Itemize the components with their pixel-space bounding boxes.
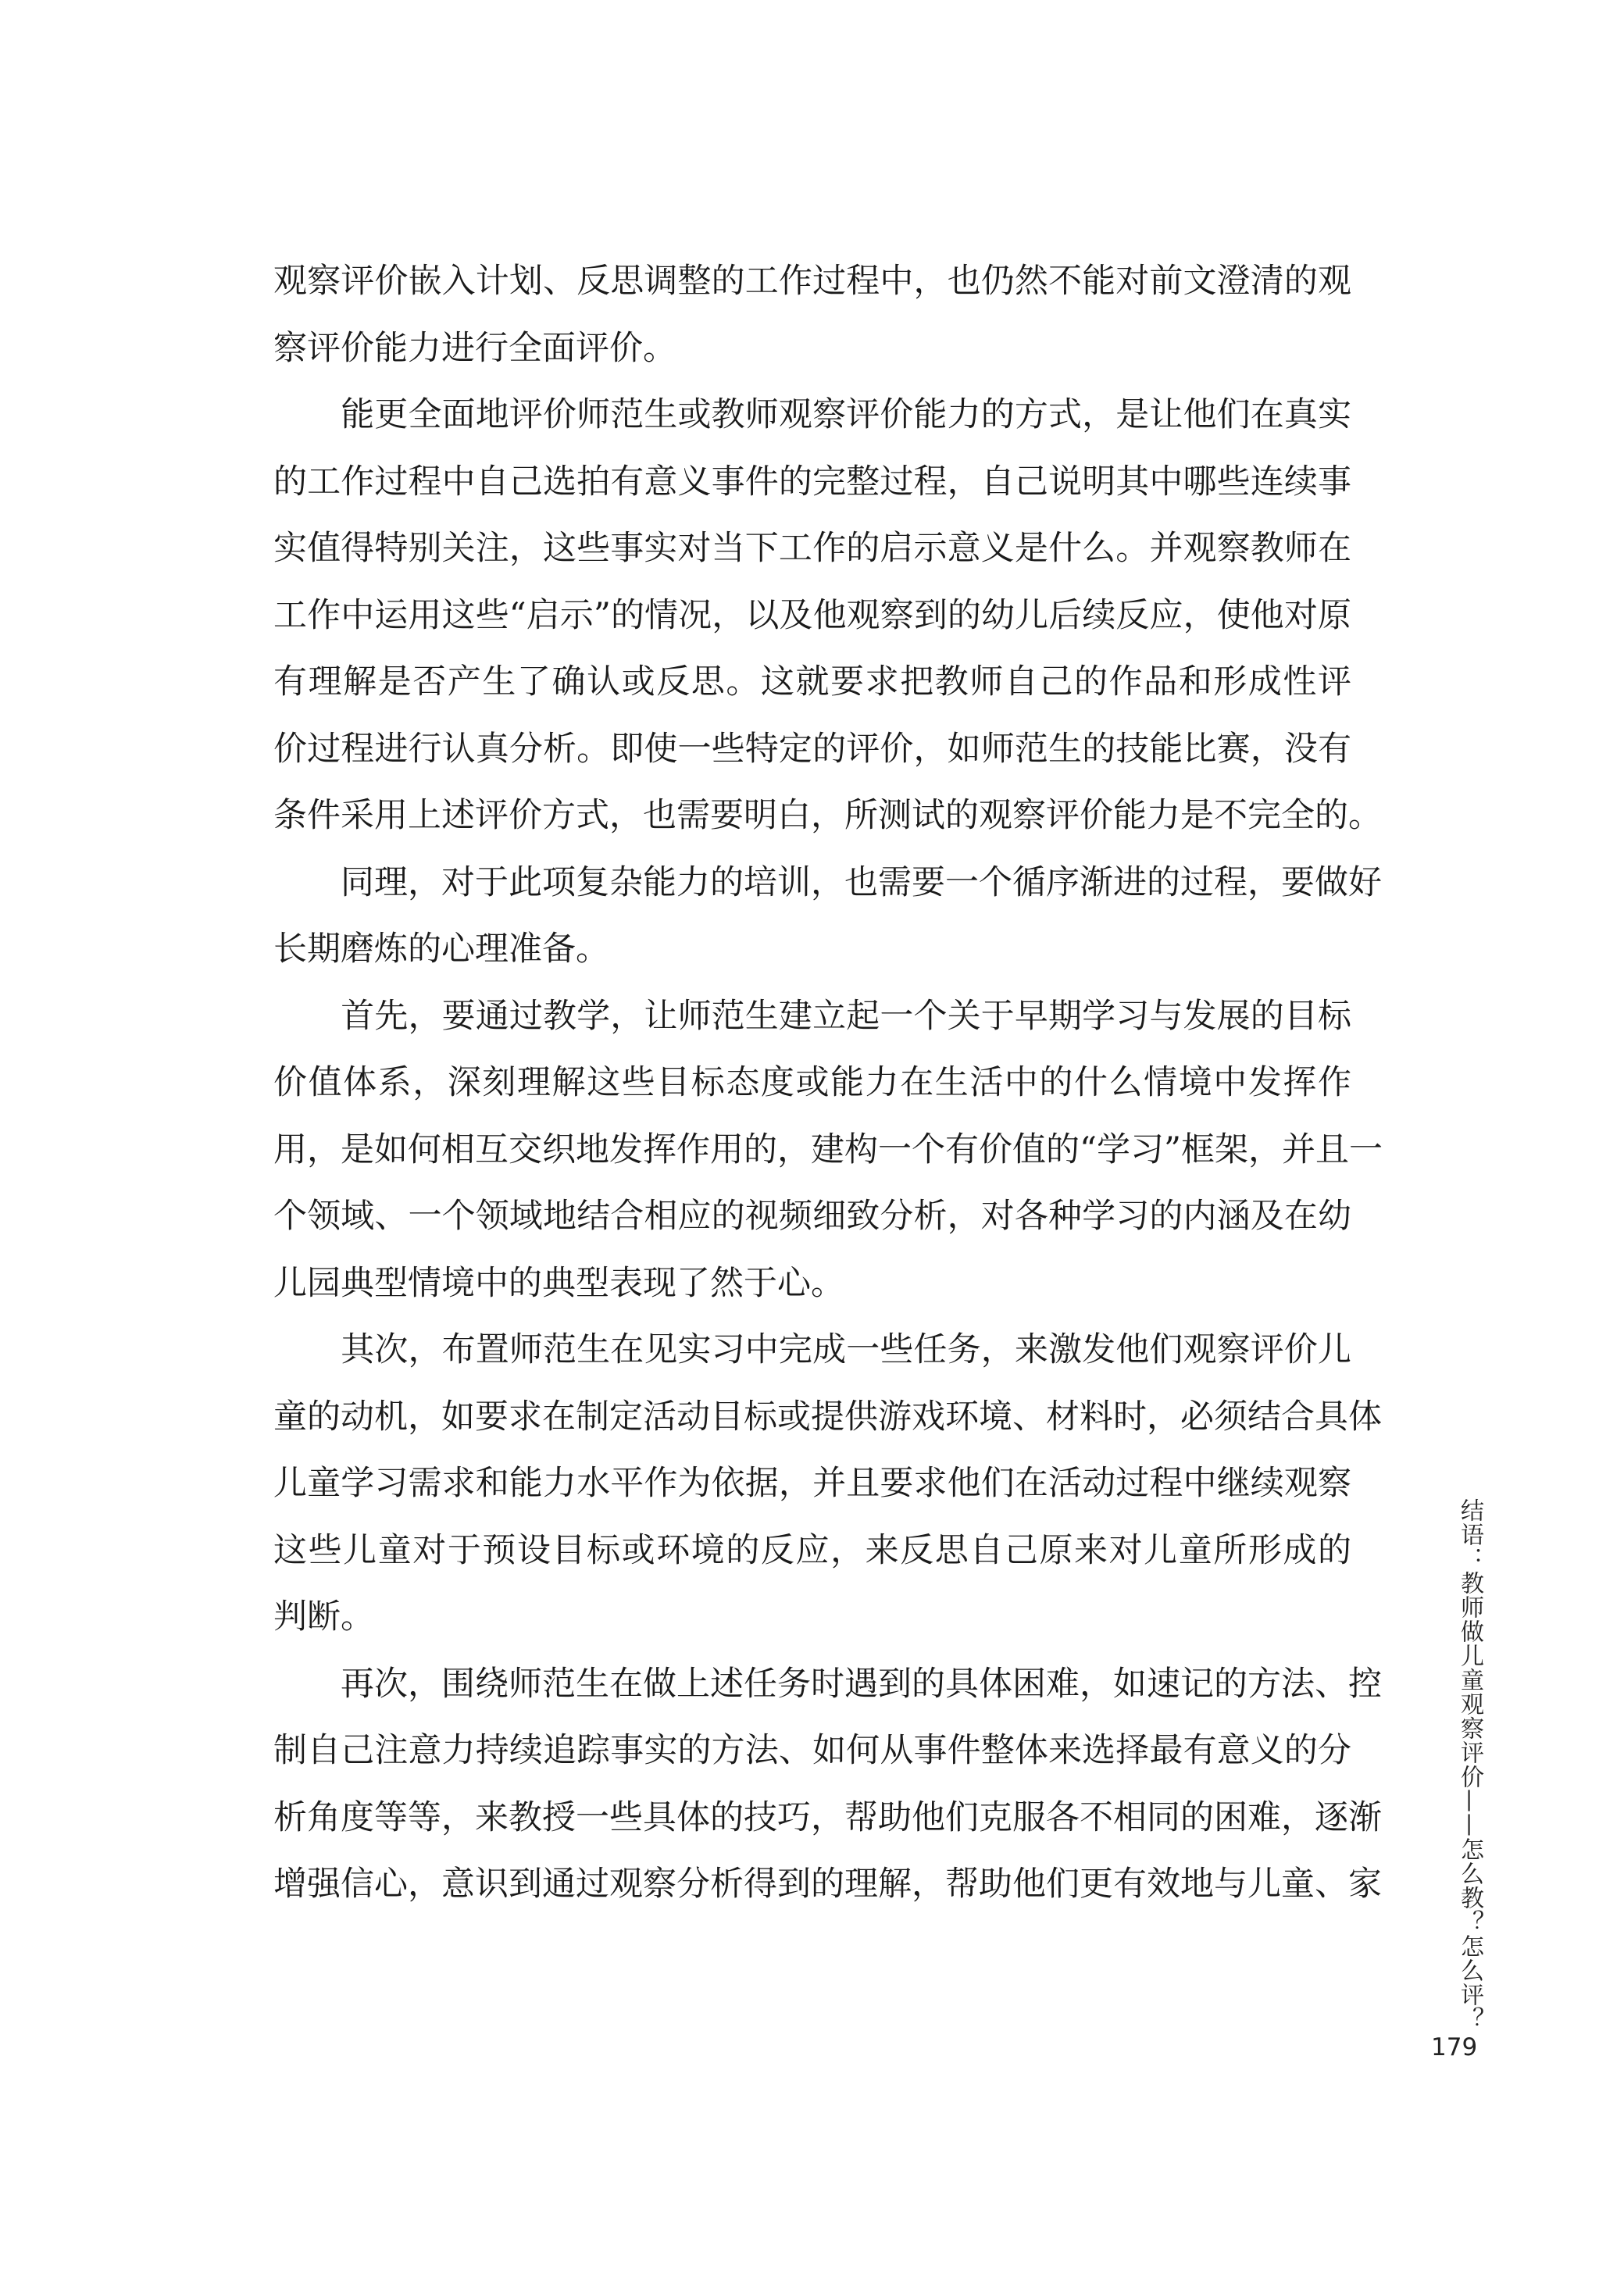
text-line: 判断。: [273, 1597, 374, 1636]
text-line: 察评价能力进行全面评价。: [273, 328, 676, 368]
text-line: 儿园典型情境中的典型表现了然于心。: [273, 1263, 844, 1303]
text-line: 条件采用上述评价方式，也需要明白，所测试的观察评价能力是不完全的。: [273, 796, 1382, 835]
text-line: 制自己注意力持续追踪事实的方法、如何从事件整体来选择最有意义的分: [273, 1731, 1351, 1770]
text-line: 同理，对于此项复杂能力的培训，也需要一个循序渐进的过程，要做好: [273, 862, 1382, 902]
text-line: 析角度等等，来教授一些具体的技巧，帮助他们克服各不相同的困难，逐渐: [273, 1797, 1382, 1837]
text-line: 能更全面地评价师范生或教师观察评价能力的方式，是让他们在真实: [273, 395, 1351, 434]
text-line: 其次，布置师范生在见实习中完成一些任务，来激发他们观察评价儿: [273, 1330, 1351, 1369]
text-line: 这些儿童对于预设目标或环境的反应，来反思自己原来对儿童所形成的: [273, 1530, 1351, 1570]
text-line: 童的动机，如要求在制定活动目标或提供游戏环境、材料时，必须结合具体: [273, 1397, 1382, 1437]
body-text: [273, 248, 1383, 1918]
text-line: 儿童学习需求和能力水平作为依据，并且要求他们在活动过程中继续观察: [273, 1464, 1351, 1503]
text-line: 实值得特别关注，这些事实对当下工作的启示意义是什么。并观察教师在: [273, 529, 1351, 568]
page-number: 179: [1431, 2033, 1478, 2061]
text-line: 再次，围绕师范生在做上述任务时遇到的具体困难，如速记的方法、控: [273, 1664, 1382, 1704]
text-line: 有理解是否产生了确认或反思。这就要求把教师自己的作品和形成性评: [273, 662, 1351, 701]
text-line: 用，是如何相互交织地发挥作用的，建构一个有价值的“学习”框架，并且一: [273, 1130, 1383, 1169]
text-line: 首先，要通过教学，让师范生建立起一个关于早期学习与发展的目标: [273, 996, 1351, 1036]
text-line: 工作中运用这些“启示”的情况，以及他观察到的幼儿后续反应，使他对原: [273, 595, 1351, 635]
text-line: 的工作过程中自己选拍有意义事件的完整过程，自己说明其中哪些连续事: [273, 462, 1351, 501]
text-line: 长期磨炼的心理准备。: [273, 930, 609, 969]
text-line: 价过程进行认真分析。即使一些特定的评价，如师范生的技能比赛，没有: [273, 729, 1351, 769]
text-line: 个领域、一个领域地结合相应的视频细致分析，对各种学习的内涵及在幼: [273, 1197, 1351, 1236]
text-line: 增强信心，意识到通过观察分析得到的理解，帮助他们更有效地与儿童、家: [273, 1865, 1382, 1904]
text-line: 价值体系，深刻理解这些目标态度或能力在生活中的什么情境中发挥作: [273, 1063, 1351, 1102]
running-chapter-title: 结语：教师做儿童观察评价——怎么教？怎么评？: [1456, 1498, 1483, 2031]
text-line: 观察评价嵌入计划、反思调整的工作过程中，也仍然不能对前文澄清的观: [273, 262, 1351, 301]
